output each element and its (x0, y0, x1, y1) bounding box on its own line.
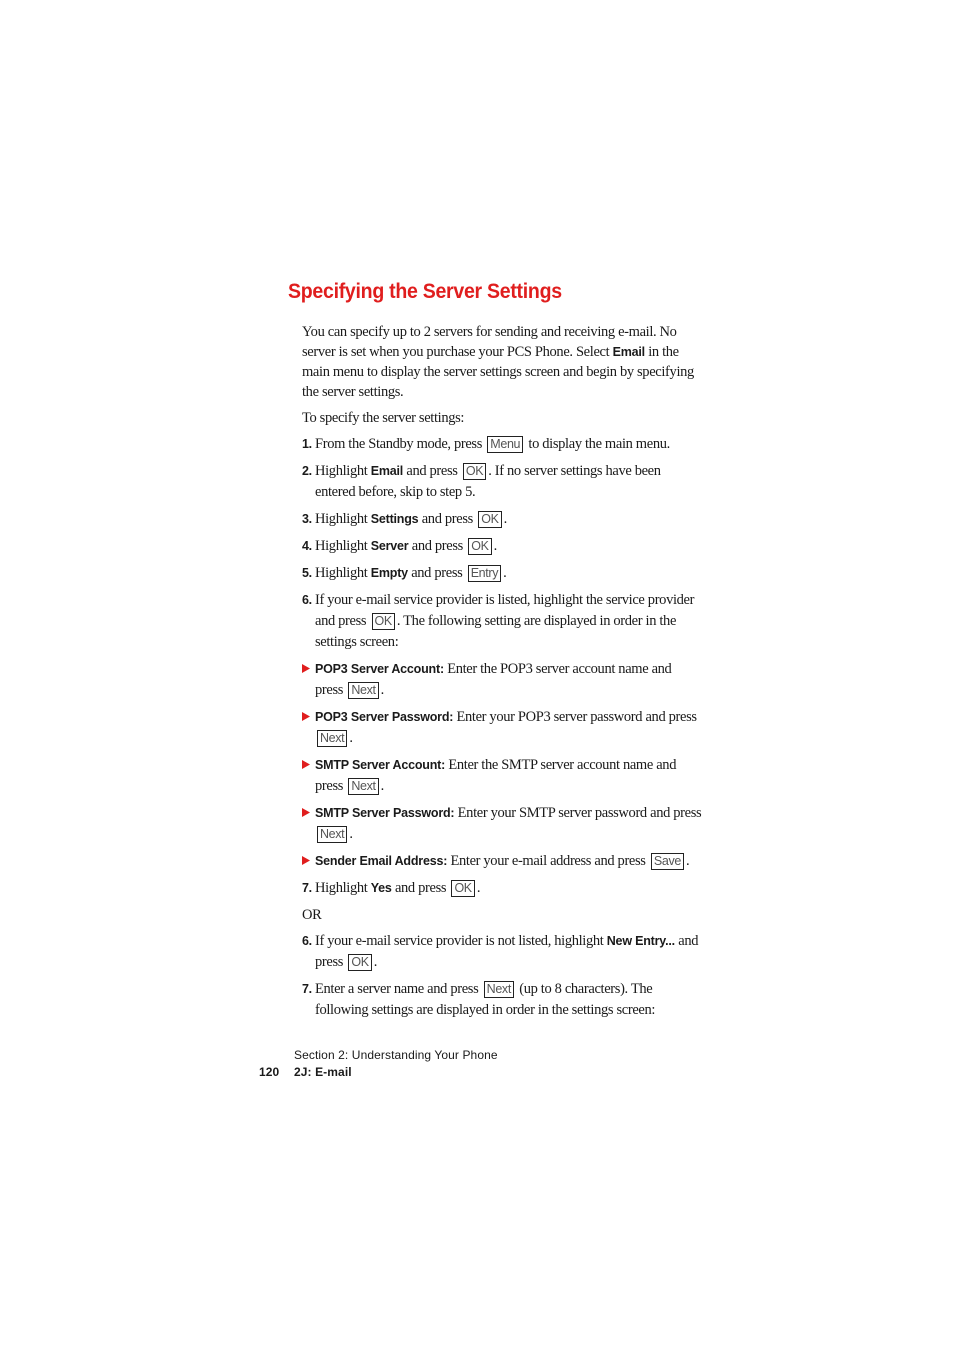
setting-label: POP3 Server Password: (315, 710, 454, 724)
setting-text: Enter the POP3 server account name and press (315, 661, 672, 698)
step-6-alt (302, 931, 702, 973)
setting-label: POP3 Server Account: (315, 662, 444, 676)
softkey-label: Next (317, 826, 347, 843)
step-7 (302, 878, 702, 899)
footer-section: Section 2: Understanding Your Phone (294, 1048, 498, 1062)
intro-text-end: in the main menu to display the server settings screen and begin by specifying the server settings. (302, 344, 694, 400)
setting-text-end: . (380, 778, 384, 794)
step-text-mid: and press (403, 463, 461, 479)
softkey-label: OK (463, 463, 486, 480)
step-5 (302, 563, 702, 584)
menu-item-label: New Entry... (606, 934, 675, 948)
softkey-label: Next (348, 778, 378, 795)
step-text-end: . (503, 565, 507, 581)
menu-item-label: Server (370, 539, 409, 553)
softkey-label: OK (468, 538, 491, 555)
setting-label: SMTP Server Password: (315, 806, 455, 820)
setting-label: Sender Email Address: (315, 854, 448, 868)
footer-chapter: 2J: E-mail (294, 1065, 352, 1079)
step-text-mid: and press (408, 538, 467, 554)
or-separator: OR (302, 907, 322, 923)
softkey-label: OK (451, 880, 474, 897)
step-text-mid: and press (418, 511, 477, 527)
setting-text: Enter the SMTP server account name and press (315, 757, 677, 794)
intro-lead: To specify the server settings: (302, 410, 465, 426)
step-text-end: . (503, 511, 507, 527)
softkey-label: OK (348, 954, 371, 971)
setting-text-end: . (349, 826, 353, 842)
step-3 (302, 509, 702, 530)
page-title: Specifying the Server Settings (288, 280, 562, 303)
step-number: 7. (302, 881, 312, 895)
step-text-end: . (476, 880, 481, 896)
softkey-label: Entry (468, 565, 501, 582)
bullet-triangle-icon (302, 659, 315, 701)
step-number: 1. (302, 437, 312, 451)
setting-smtp-password (302, 803, 702, 845)
menu-item-label: Settings (370, 512, 419, 526)
bullet-triangle-icon (302, 803, 315, 845)
step-text-end: . (493, 538, 497, 554)
softkey-label: Next (317, 730, 347, 747)
step-number: 5. (302, 566, 312, 580)
setting-text: Enter your POP3 server password and press (453, 709, 697, 725)
step-text-end: . (373, 954, 377, 970)
step-text: Highlight (315, 880, 371, 896)
step-number: 6. (302, 593, 312, 607)
softkey-label: OK (372, 613, 395, 630)
setting-sender-email (302, 851, 702, 872)
softkey-label: Menu (487, 436, 523, 453)
step-number: 3. (302, 512, 312, 526)
step-text: If your e-mail service provider is not listed, highlight (315, 933, 607, 949)
step-text-end: to display the main menu. (525, 436, 670, 452)
step-4 (302, 536, 702, 557)
menu-item-label: Yes (370, 881, 392, 895)
intro-text: You can specify up to 2 servers for sending and receiving e-mail. No server is set when you purchase your PCS Phone. Select (302, 324, 677, 360)
softkey-label: Next (348, 682, 378, 699)
bullet-triangle-icon (302, 755, 315, 797)
step-text: From the Standby mode, press (315, 436, 486, 452)
setting-text-end: . (380, 682, 384, 698)
softkey-label: OK (478, 511, 501, 528)
menu-item-label: Email (370, 464, 404, 478)
setting-text-end: . (349, 730, 353, 746)
step-number: 7. (302, 982, 312, 996)
step-text: Enter a server name and press (315, 981, 482, 997)
step-text-end: (up to 8 characters). The following settings are displayed in order in the settings screen: (315, 981, 656, 1018)
step-text: Highlight (315, 565, 371, 581)
step-7-alt (302, 979, 702, 1021)
step-number: 6. (302, 934, 312, 948)
intro-paragraph (302, 322, 702, 402)
step-text: Highlight (315, 463, 371, 479)
setting-text: Enter your SMTP server password and press (454, 805, 702, 821)
softkey-label: Next (484, 981, 514, 998)
setting-text-end: . (685, 853, 690, 869)
setting-pop3-password (302, 707, 702, 749)
softkey-label: Save (651, 853, 684, 870)
step-text: Highlight (315, 511, 371, 527)
setting-text: Enter your e-mail address and press (447, 853, 649, 869)
footer-page-number: 120 (259, 1065, 280, 1079)
body-text (302, 322, 702, 1027)
bullet-triangle-icon (302, 851, 315, 872)
step-text: If your e-mail service provider is listed, highlight the service provider and press (315, 592, 695, 629)
bullet-triangle-icon (302, 707, 315, 749)
step-text-mid: and press (407, 565, 466, 581)
setting-pop3-account (302, 659, 702, 701)
intro-bold: Email (612, 345, 645, 359)
step-number: 2. (302, 464, 312, 478)
step-text-end: . The following setting are displayed in order in the settings screen: (315, 613, 677, 650)
menu-item-label: Empty (370, 566, 408, 580)
step-1 (302, 434, 702, 455)
setting-label: SMTP Server Account: (315, 758, 446, 772)
setting-smtp-account (302, 755, 702, 797)
step-2 (302, 461, 702, 503)
step-text-mid: and press (391, 880, 450, 896)
step-6 (302, 590, 702, 653)
step-text-mid: and press (315, 933, 699, 970)
step-text: Highlight (315, 538, 371, 554)
step-number: 4. (302, 539, 312, 553)
step-text-end: . If no server settings have been entered before, skip to step 5. (315, 463, 661, 500)
